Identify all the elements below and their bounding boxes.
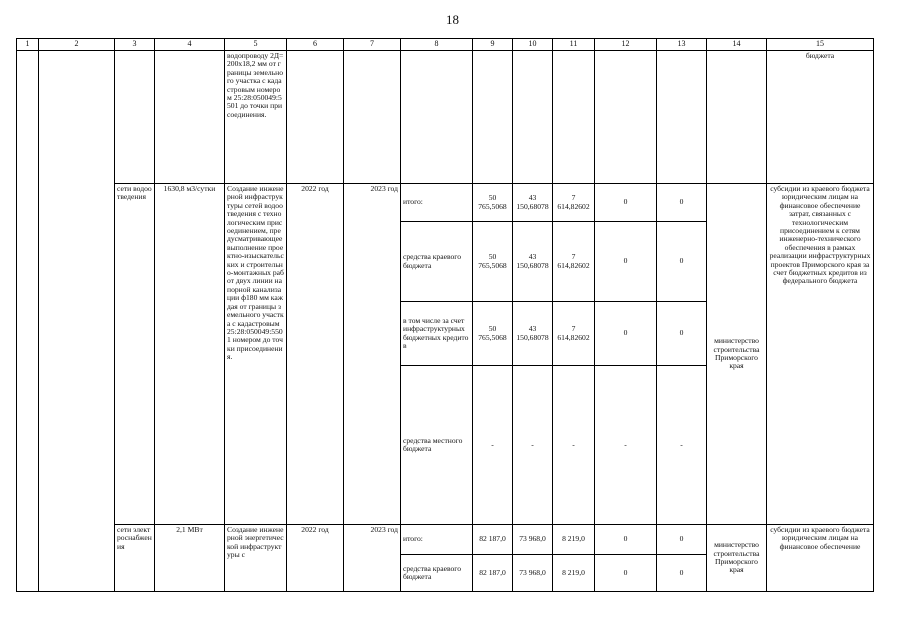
cell-total: 82 187,0 [473,525,513,555]
cell-value: 7 614,82602 [553,302,595,366]
cell-value: 0 [657,222,707,302]
capacity: 2,1 МВт [155,525,225,592]
col-header: 4 [155,39,225,51]
cell-value: - [657,366,707,525]
col-header: 5 [225,39,287,51]
responsible-ministry: министерство строительства Приморского края [707,184,767,525]
cell-value: 50 765,5068 [473,222,513,302]
table-row [17,51,874,184]
network-name: сети электроснабжения [115,525,155,592]
cell-value: 0 [595,302,657,366]
cell-value: - [513,366,553,525]
col-header: 13 [657,39,707,51]
cell-value: 50 765,5068 [473,302,513,366]
cell-value: 0 [595,555,657,592]
funding-source: средства краевого бюджета [401,222,473,302]
cell-value: 0 [657,525,707,555]
network-name: сети водоотведения [115,184,155,525]
table-row [17,184,874,222]
col-header: 12 [595,39,657,51]
cell-value: 82 187,0 [473,555,513,592]
funding-source: средства краевого бюджета [401,555,473,592]
end-year: 2023 год [344,184,401,525]
object-description: водопроводу 2Д=200х18,2 мм от границы земельного участка с кадастровым номером 25:28:050049:5501 до точки присоединения. [225,51,287,184]
col-header: 9 [473,39,513,51]
funding-source: итого: [401,525,473,555]
col-header: 7 [344,39,401,51]
capacity: 1630,8 м3/сутки [155,184,225,525]
cell-value: 73 968,0 [513,525,553,555]
start-year: 2022 год [287,525,344,592]
col-header: 6 [287,39,344,51]
cell-value: 43 150,68078 [513,222,553,302]
cell-value: - [473,366,513,525]
col-header: 10 [513,39,553,51]
cell-value: 8 219,0 [553,555,595,592]
funding-source: в том числе за счет инфраструктурных бюджетных кредитов [401,302,473,366]
cell-value: 43 150,68078 [513,184,553,222]
cell-value: - [595,366,657,525]
cell-value: - [553,366,595,525]
cell-value: 73 968,0 [513,555,553,592]
cell-value: 43 150,68078 [513,302,553,366]
cell-value: 0 [595,525,657,555]
col-header: 1 [17,39,39,51]
funding-source: средства местного бюджета [401,366,473,525]
financing-note: субсидии из краевого бюджета юридическим лицам на финансовое обеспечение [767,525,874,592]
col-header: 2 [39,39,115,51]
cell-value: 0 [657,302,707,366]
col-header: 8 [401,39,473,51]
financing-note: бюджета [767,51,874,184]
financing-note: субсидии из краевого бюджета юридическим лицам на финансовое обеспечение затрат, связанных с технологическим присоединением к сетям инженерно-технического обеспечения в рамках реализации инфраструктурных проектов Приморского края за счет бюджетных кредитов из федерального бюджета [767,184,874,525]
cell-value: 7 614,82602 [553,184,595,222]
object-description: Создание инженерной инфраструктуры сетей водоотведения с технологическим присоединением, предусматривающее выполнение проектно-изыскательских и строительно-монтажных работ двух линии напорной канализации ф180 мм каждая от границы земельного участка с кадастровым 25:28:050049:5501 номером до точки присоединения. [225,184,287,525]
cell-value: 0 [657,184,707,222]
cell-value: 0 [595,222,657,302]
table-row [17,525,874,555]
cell-value: 0 [595,184,657,222]
col-header: 11 [553,39,595,51]
col-header: 15 [767,39,874,51]
cell-value: 7 614,82602 [553,222,595,302]
object-description: Создание инженерной энергетической инфраструктуры с [225,525,287,592]
col-header: 14 [707,39,767,51]
cell-value: 0 [657,555,707,592]
investment-table [16,38,874,592]
funding-source: итого: [401,184,473,222]
responsible-ministry: министерство строительства Приморского края [707,525,767,592]
cell-value: 8 219,0 [553,525,595,555]
cell-total: 50 765,5068 [473,184,513,222]
end-year: 2023 год [344,525,401,592]
header-row [17,39,874,51]
col-header: 3 [115,39,155,51]
start-year: 2022 год [287,184,344,525]
page-number: 18 [446,12,459,27]
